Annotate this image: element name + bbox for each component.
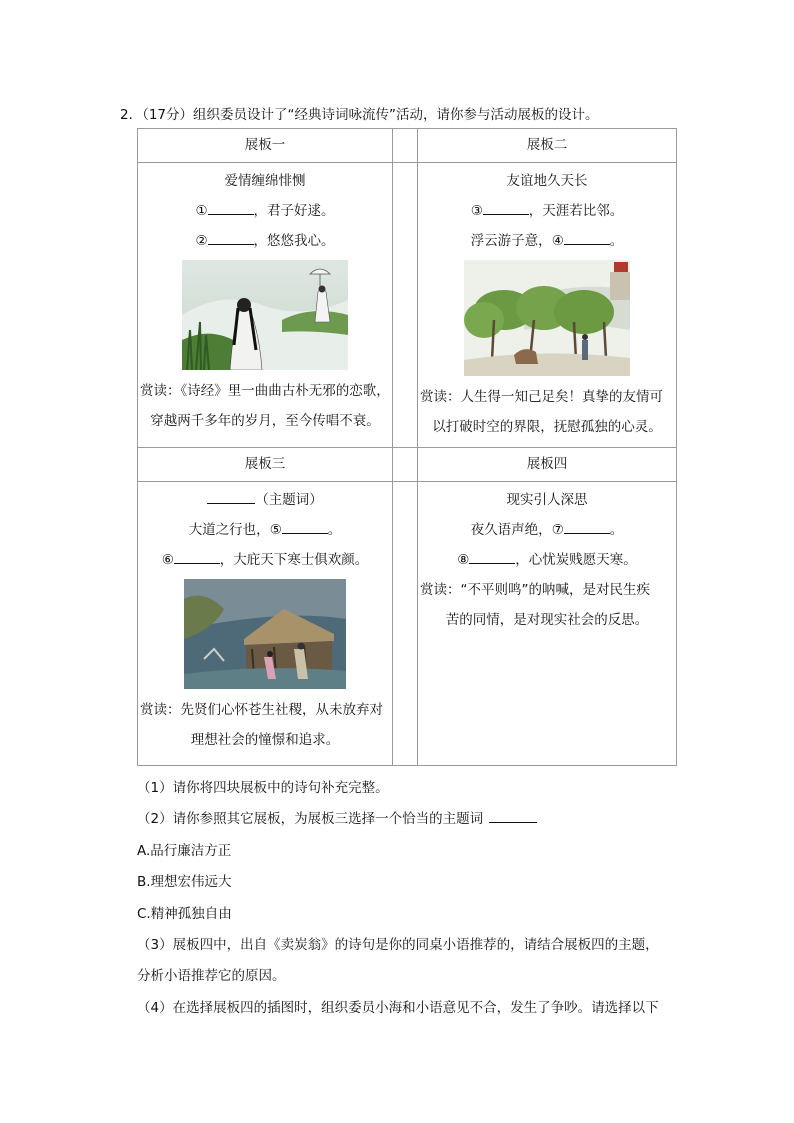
board3-header: 展板三 (138, 448, 393, 482)
subquestion-3-line2: 分析小语推荐它的原因。 (137, 968, 286, 984)
board3-line1: 大道之行也，⑤ 。 (188, 522, 342, 538)
blank-5[interactable] (282, 520, 328, 534)
board3-illustration (184, 579, 346, 689)
display-boards-table (137, 128, 677, 766)
board4-header: 展板四 (418, 448, 677, 482)
board2-header: 展板二 (418, 129, 677, 163)
blank-2[interactable] (208, 231, 254, 245)
spacer-cell (393, 129, 418, 163)
subquestion-1: （1）请你将四块展板中的诗句补充完整。 (137, 780, 389, 796)
blank-7[interactable] (564, 520, 610, 534)
board2-appreciation-1: 赏读：人生得一知己足矣！真挚的友情可 (420, 389, 663, 405)
board1-illustration (182, 260, 348, 370)
board2-theme: 友谊地久天长 (506, 173, 588, 189)
blank-6[interactable] (174, 550, 220, 564)
blank-1[interactable] (208, 201, 254, 215)
blank-3[interactable] (483, 201, 529, 215)
spacer-cell (393, 163, 418, 448)
board4-appreciation-2: 苦的同情，是对现实社会的反思。 (445, 612, 649, 628)
subquestion-4: （4）在选择展板四的插图时，组织委员小海和小语意见不合，发生了争吵。请选择以下 (137, 1000, 659, 1016)
theme-blank[interactable] (207, 490, 255, 504)
board1-appreciation-2: 穿越两千多年的岁月，至今传唱不衰。 (150, 413, 380, 429)
board4-line1: 夜久语声绝，⑦ 。 (470, 522, 624, 538)
board1-header: 展板一 (138, 129, 393, 163)
board2-illustration (464, 260, 630, 376)
board1-appreciation-1: 赏读：《诗经》里一曲曲古朴无邪的恋歌， (140, 383, 390, 399)
board3-content (138, 482, 393, 766)
option-c[interactable]: C.精神孤独自由 (137, 906, 232, 922)
board4-appreciation-1: 赏读：“不平则鸣”的呐喊，是对民生疾 (420, 582, 650, 598)
board1-content (138, 163, 393, 448)
answer-blank[interactable] (489, 809, 537, 823)
board4-theme: 现实引人深思 (506, 492, 588, 508)
option-b[interactable]: B.理想宏伟远大 (137, 874, 232, 890)
board2-line1: ③ ，天涯若比邻。 (470, 203, 624, 219)
board1-line2: ② ，悠悠我心。 (195, 233, 335, 249)
board2-appreciation-2: 以打破时空的界限，抚慰孤独的心灵。 (432, 419, 662, 435)
board4-content (418, 482, 677, 766)
board3-line2: ⑥ ，大庇天下寒士俱欢颜。 (161, 552, 369, 568)
subquestion-2: （2）请你参照其它展板，为展板三选择一个恰当的主题词 (137, 807, 537, 827)
blank-4[interactable] (564, 231, 610, 245)
board3-theme: （主题词） (138, 485, 392, 515)
spacer-cell (393, 482, 418, 766)
board1-theme: 爱情缠绵悱恻 (224, 173, 306, 189)
subquestion-3-line1: （3）展板四中，出自《卖炭翁》的诗句是你的同桌小语推荐的，请结合展板四的主题， (137, 937, 659, 953)
spacer-cell (393, 448, 418, 482)
board3-appreciation-2: 理想社会的憧憬和追求。 (190, 732, 340, 748)
board2-content (418, 163, 677, 448)
question-title: 2．（17分）组织委员设计了“经典诗词咏流传”活动，请你参与活动展板的设计。 (120, 107, 599, 123)
board2-line2: 浮云游子意，④ 。 (470, 233, 624, 249)
blank-8[interactable] (469, 550, 515, 564)
board3-appreciation-1: 赏读：先贤们心怀苍生社稷，从未放弃对 (140, 702, 383, 718)
board1-line1: ① ，君子好逑。 (195, 203, 335, 219)
option-a[interactable]: A.品行廉洁方正 (137, 843, 232, 859)
board4-line2: ⑧ ，心忧炭贱愿天寒。 (457, 552, 637, 568)
